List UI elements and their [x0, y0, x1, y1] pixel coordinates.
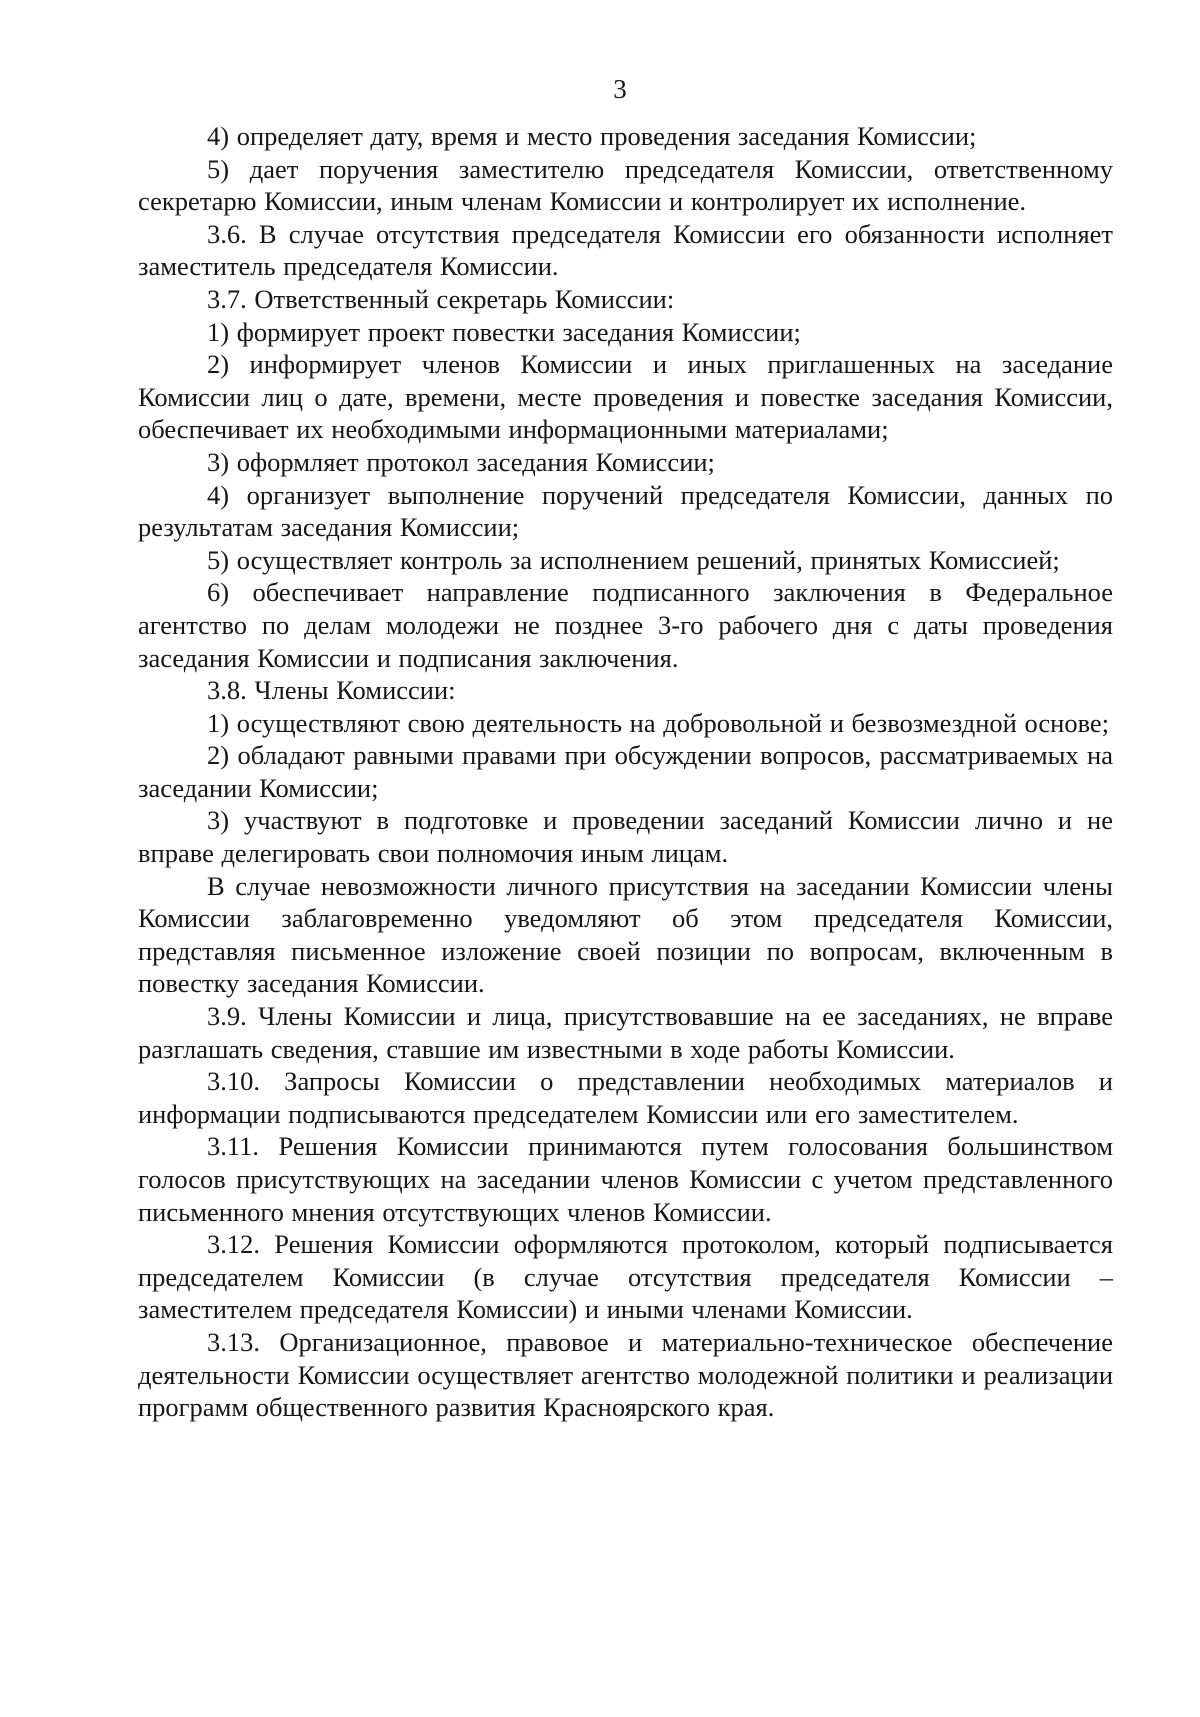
paragraph-3-8-members-heading: 3.8. Члены Комиссии:: [207, 675, 456, 706]
document-body: [138, 120, 1113, 1424]
paragraph-members-item-2: 2) обладают равными правами при обсуждении вопросов, рассматриваемых на заседании Комиссии;: [138, 740, 1113, 803]
paragraph-members-item-1: 1) осуществляют свою деятельность на добровольной и безвозмездной основе;: [207, 707, 1110, 738]
paragraph-3-7-secretary-heading: 3.7. Ответственный секретарь Комиссии:: [207, 283, 675, 314]
paragraph-3-9-confidentiality: 3.9. Члены Комиссии и лица, присутствовавшие на ее заседаниях, не вправе разглашать сведения, ставшие им известными в ходе работы Комиссии.: [138, 1001, 1113, 1064]
paragraph-3-13-support: 3.13. Организационное, правовое и материально-техническое обеспечение деятельности Комиссии осуществляет агентство молодежной политики и реализации программ общественного развития Красноярского края.: [138, 1326, 1113, 1423]
paragraph-secretary-item-1: 1) формирует проект повестки заседания Комиссии;: [207, 316, 801, 347]
paragraph-3-10-requests: 3.10. Запросы Комиссии о представлении необходимых материалов и информации подписываются председателем Комиссии или его заместителем.: [138, 1066, 1113, 1129]
paragraph-3-6-absence-of-chairman: 3.6. В случае отсутствия председателя Комиссии его обязанности исполняет заместитель председателя Комиссии.: [138, 218, 1113, 282]
paragraph-secretary-item-3: 3) оформляет протокол заседания Комиссии;: [207, 446, 715, 477]
paragraph-secretary-item-4: 4) организует выполнение поручений председателя Комиссии, данных по результатам заседания Комиссии;: [138, 479, 1113, 543]
paragraph-members-absence: В случае невозможности личного присутствия на заседании Комиссии члены Комиссии заблаговременно уведомляют об этом председателя Комиссии, представляя письменное изложение своей позиции по вопросам, включенным в повестку заседания Комиссии.: [138, 870, 1113, 999]
paragraph-item-4-date-time-place: 4) определяет дату, время и место проведения заседания Комиссии;: [207, 121, 977, 151]
paragraph-3-12-protocol: 3.12. Решения Комиссии оформляются протоколом, который подписывается председателем Комиссии (в случае отсутствия председателя Комиссии – заместителем председателя Комиссии) и иными членами Комиссии.: [138, 1229, 1113, 1325]
paragraph-members-item-3: 3) участвуют в подготовке и проведении заседаний Комиссии лично и не вправе делегировать свои полномочия иным лицам.: [138, 805, 1113, 869]
paragraph-3-11-voting: 3.11. Решения Комиссии принимаются путем голосования большинством голосов присутствующих на заседании членов Комиссии с учетом представленного письменного мнения отсутствующих членов Комиссии.: [138, 1131, 1113, 1227]
page-number: 3: [613, 74, 627, 104]
paragraph-secretary-item-2: 2) информирует членов Комиссии и иных приглашенных на заседание Комиссии лиц о дате, времени, месте проведения и повестке заседания Комиссии, обеспечивает их необходимыми информационными материалами;: [138, 349, 1113, 445]
paragraph-secretary-item-5: 5) осуществляет контроль за исполнением решений, принятых Комиссией;: [207, 544, 1060, 575]
paragraph-item-5-instructions: 5) дает поручения заместителю председателя Комиссии, ответственному секретарю Комиссии, иным членам Комиссии и контролирует их исполнение.: [138, 153, 1113, 217]
paragraph-secretary-item-6: 6) обеспечивает направление подписанного заключения в Федеральное агентство по делам молодежи не позднее 3-го рабочего дня с даты проведения заседания Комиссии и подписания заключения.: [138, 577, 1113, 673]
